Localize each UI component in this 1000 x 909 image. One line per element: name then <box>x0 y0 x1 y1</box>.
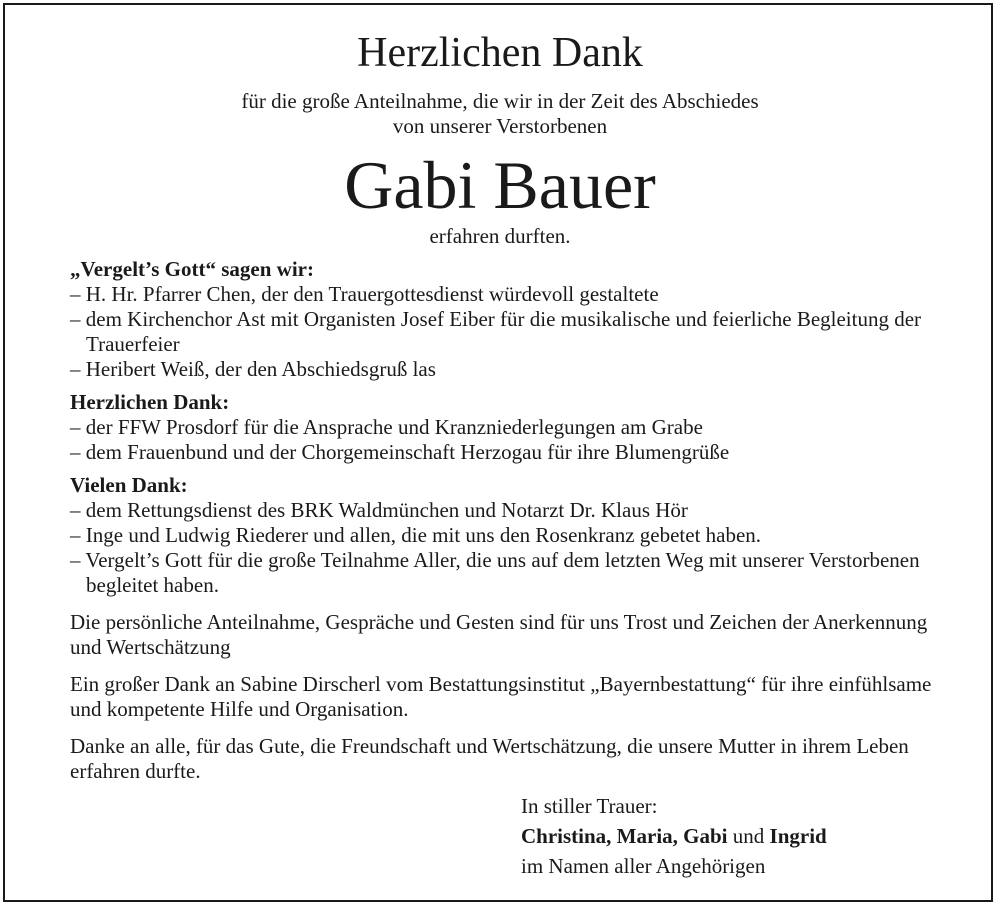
thanks-item: – Inge und Ludwig Riederer und allen, die mit uns den Rosenkranz gebetet haben. <box>70 523 762 547</box>
signature-names-line <box>521 821 827 851</box>
thanks-item: – dem Frauenbund und der Chorgemeinschaft Herzogau für ihre Blumengrüße <box>70 440 730 464</box>
notice-body <box>70 257 950 784</box>
closing-paragraph: Ein großer Dank an Sabine Dirscherl vom Bestattungsinstitut „Bayernbestattung“ für ihre einfühlsame und kompetente Hilfe und Organisation. <box>70 672 932 721</box>
thanks-item: – Heribert Weiß, der den Abschiedsgruß las <box>70 357 436 381</box>
closing-paragraph: Die persönliche Anteilnahme, Gespräche und Gesten sind für uns Trost und Zeichen der Anerkennung und Wertschätzung <box>70 610 928 659</box>
notice-title: Herzlichen Dank <box>357 30 643 76</box>
thanks-item: – dem Kirchenchor Ast mit Organisten Josef Eiber für die musikalische und feierliche Begleitung der Trauerfeier <box>70 307 922 356</box>
intro-line-1: für die große Anteilnahme, die wir in der Zeit des Abschiedes <box>241 89 759 113</box>
thanks-item: – H. Hr. Pfarrer Chen, der den Trauergottesdienst würdevoll gestaltete <box>70 282 659 306</box>
signature-conjunction: und <box>732 824 765 848</box>
signature-closing: im Namen aller Angehörigen <box>521 854 766 878</box>
intro-line-2: von unserer Verstorbenen <box>392 114 608 138</box>
section-heading-vergelts-gott: „Vergelt’s Gott“ sagen wir: <box>70 257 314 281</box>
signature-block <box>521 791 827 881</box>
intro-text <box>0 89 1000 139</box>
closing-paragraph: Danke an alle, für das Gute, die Freundschaft und Wertschätzung, die unsere Mutter in ihrem Leben erfahren durfte. <box>70 734 909 783</box>
intro-closing: erfahren durften. <box>429 224 571 248</box>
deceased-name: Gabi Bauer <box>344 147 656 223</box>
signature-intro: In stiller Trauer: <box>521 794 658 818</box>
section-heading-vielen-dank: Vielen Dank: <box>70 473 188 497</box>
thanks-item: – dem Rettungsdienst des BRK Waldmünchen und Notarzt Dr. Klaus Hör <box>70 498 688 522</box>
thanks-item: – der FFW Prosdorf für die Ansprache und Kranzniederlegungen am Grabe <box>70 415 703 439</box>
thanks-item: – Vergelt’s Gott für die große Teilnahme Aller, die uns auf dem letzten Weg mit unserer Verstorbenen begleitet haben. <box>70 548 920 597</box>
signature-last-name: Ingrid <box>769 824 827 848</box>
section-heading-herzlichen-dank: Herzlichen Dank: <box>70 390 230 414</box>
signature-names: Christina, Maria, Gabi <box>521 824 728 848</box>
